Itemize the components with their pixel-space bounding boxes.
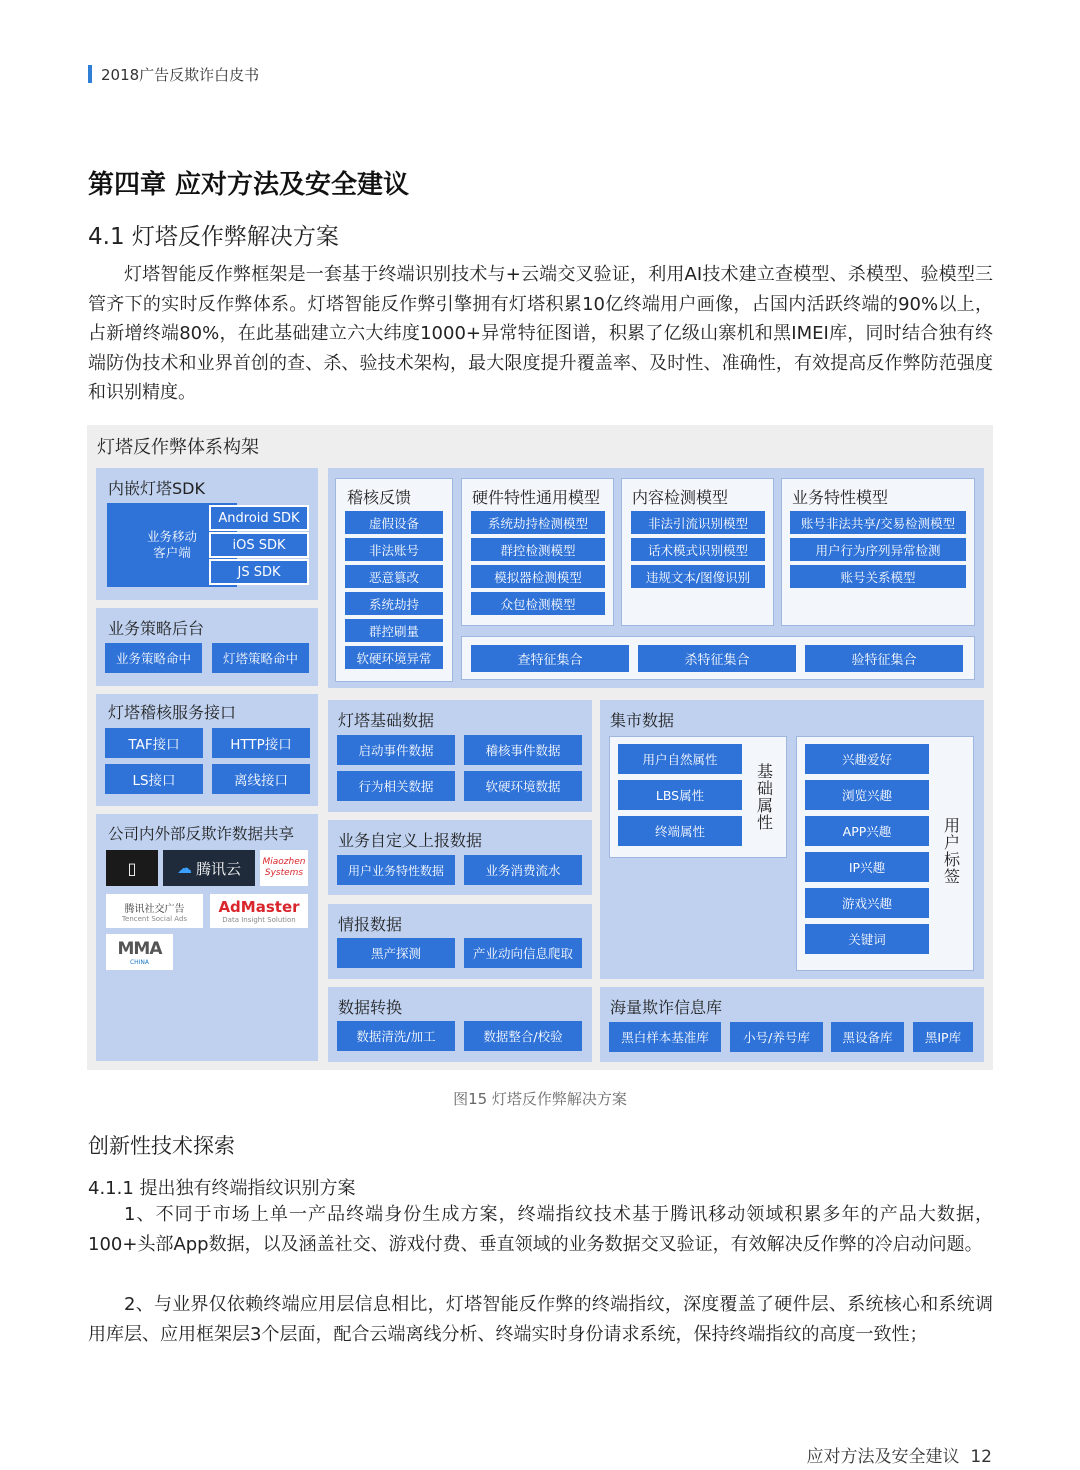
paragraph-1: 1、不同于市场上单一产品终端身份生成方案，终端指纹技术基于腾讯移动领域积累多年的产品大数据，100+头部App数据，以及涵盖社交、游戏付费、垂直领域的业务数据交叉验证，有效解决反作弊的冷启动问题。 — [88, 1204, 993, 1255]
page-footer — [807, 1442, 992, 1467]
fraud-db-item: 黑设备库 — [831, 1022, 904, 1052]
user-tag-item: 关键词 — [805, 924, 929, 954]
cloud-icon: ☁ — [176, 859, 192, 877]
custom-item: 用户业务特性数据 — [337, 855, 455, 885]
strategy-title: 业务策略后台 — [108, 619, 205, 638]
models-panel — [328, 468, 984, 688]
feature-set-item: 查特征集合 — [471, 645, 629, 672]
intel-item: 产业动向信息爬取 — [464, 938, 582, 968]
audit-item: 虚假设备 — [345, 511, 443, 534]
fraud-db-title: 海量欺诈信息库 — [610, 998, 723, 1017]
api-item: TAF接口 — [105, 728, 203, 758]
custom-item: 业务消费流水 — [464, 855, 582, 885]
audit-item: 系统劫持 — [345, 592, 443, 615]
miaozhen-logo: Miaozhen Systems — [260, 850, 308, 886]
convert-item: 数据整合/校验 — [464, 1021, 582, 1051]
business-item: 账号非法共享/交易检测模型 — [790, 511, 966, 534]
base-data-title: 灯塔基础数据 — [338, 711, 435, 730]
base-data-item: 行为相关数据 — [337, 771, 455, 801]
strategy-item: 业务策略命中 — [105, 643, 202, 673]
explore-title: 创新性技术探索 — [88, 1134, 235, 1158]
base-attr-label: 基础属性 — [756, 762, 773, 832]
fraud-db-item: 黑白样本基准库 — [609, 1022, 721, 1052]
api-item: LS接口 — [105, 764, 203, 794]
convert-title: 数据转换 — [338, 998, 403, 1017]
hardware-item: 群控检测模型 — [471, 538, 605, 561]
android-sdk: Android SDK — [209, 505, 309, 531]
audit-item: 恶意篡改 — [345, 565, 443, 588]
ios-sdk: iOS SDK — [209, 532, 309, 558]
user-tag-item: 游戏兴趣 — [805, 888, 929, 918]
market-title: 集市数据 — [610, 711, 675, 730]
hardware-model-box — [461, 478, 614, 626]
custom-title: 业务自定义上报数据 — [338, 831, 483, 850]
base-data-item: 软硬环境数据 — [464, 771, 582, 801]
intel-panel — [328, 904, 592, 979]
business-title: 业务特性模型 — [792, 488, 889, 507]
figure-caption: 图15 灯塔反作弊解决方案 — [453, 1090, 627, 1108]
chapter-title: 第四章 应对方法及安全建议 — [88, 170, 410, 200]
intel-item: 黑产探测 — [337, 938, 455, 968]
user-tag-box — [796, 736, 974, 971]
user-tag-item: IP兴趣 — [805, 852, 929, 882]
header-title: 2018广告反欺诈白皮书 — [101, 65, 260, 84]
audit-title: 稽核反馈 — [347, 488, 412, 507]
content-item: 违规文本/图像识别 — [631, 565, 765, 588]
business-model-box — [781, 478, 975, 626]
strategy-item: 灯塔策略命中 — [212, 643, 309, 673]
api-item: HTTP接口 — [212, 728, 310, 758]
hardware-item: 系统劫持检测模型 — [471, 511, 605, 534]
feature-set-item: 验特征集合 — [805, 645, 963, 672]
running-header — [88, 64, 259, 84]
feature-set-item: 杀特征集合 — [638, 645, 796, 672]
market-panel — [600, 700, 984, 979]
tencent-bureau-logo: ▯ — [106, 850, 158, 886]
footer-text: 应对方法及安全建议 — [806, 1447, 960, 1467]
mma-logo: MMA CHINA — [106, 934, 173, 970]
api-panel — [96, 694, 318, 806]
fraud-db-item: 黑IP库 — [913, 1022, 973, 1052]
hardware-item: 模拟器检测模型 — [471, 565, 605, 588]
user-tag-label: 用户标签 — [943, 816, 960, 886]
api-title: 灯塔稽核服务接口 — [108, 703, 237, 722]
share-title: 公司内外部反欺诈数据共享 — [108, 825, 295, 843]
user-tag-item: 浏览兴趣 — [805, 780, 929, 810]
content-item: 非法引流识别模型 — [631, 511, 765, 534]
audit-box — [335, 478, 453, 682]
content-item: 话术模式识别模型 — [631, 538, 765, 561]
audit-item: 群控刷量 — [345, 619, 443, 642]
mobile-client-box: 业务移动 客户端 — [107, 503, 237, 587]
section-title: 4.1 灯塔反作弊解决方案 — [88, 224, 339, 250]
base-data-item: 稽核事件数据 — [464, 735, 582, 765]
js-sdk: JS SDK — [209, 559, 309, 585]
strategy-panel — [96, 608, 318, 686]
base-attr-item: LBS属性 — [618, 780, 742, 810]
base-attr-box — [609, 736, 787, 858]
hardware-item: 众包检测模型 — [471, 592, 605, 615]
intel-title: 情报数据 — [338, 915, 403, 934]
convert-panel — [328, 987, 592, 1062]
business-item: 用户行为序列异常检测 — [790, 538, 966, 561]
paragraph-2: 2、与业界仅依赖终端应用层信息相比，灯塔智能反作弊的终端指纹，深度覆盖了硬件层、系统核心和系统调用库层、应用框架层3个层面，配合云端离线分析、终端实时身份请求系统，保持终端指纹的高度一致性； — [88, 1294, 993, 1345]
architecture-diagram — [87, 425, 993, 1070]
base-data-panel — [328, 700, 592, 812]
hardware-title: 硬件特性通用模型 — [472, 488, 601, 507]
tencent-social-ads-logo: 腾讯社交广告 Tencent Social Ads — [106, 894, 203, 928]
audit-item: 非法账号 — [345, 538, 443, 561]
fraud-db-item: 小号/养号库 — [730, 1022, 823, 1052]
user-tag-item: 兴趣爱好 — [805, 744, 929, 774]
sdk-panel — [96, 468, 318, 600]
audit-item: 软硬环境异常 — [345, 646, 443, 669]
base-attr-item: 用户自然属性 — [618, 744, 742, 774]
admaster-logo: AdMaster Data Insight Solution — [210, 894, 308, 928]
base-attr-item: 终端属性 — [618, 816, 742, 846]
header-accent-bar — [88, 65, 92, 83]
sdk-title: 内嵌灯塔SDK — [108, 479, 205, 498]
content-model-box — [621, 478, 774, 626]
tencent-cloud-logo: ☁ 腾讯云 — [163, 850, 255, 886]
feature-set-box — [461, 636, 975, 680]
content-title: 内容检测模型 — [632, 488, 729, 507]
page-number: 12 — [970, 1447, 992, 1467]
fraud-db-panel — [600, 987, 984, 1062]
custom-report-panel — [328, 820, 592, 895]
diagram-title: 灯塔反作弊体系构架 — [97, 437, 259, 458]
convert-item: 数据清洗/加工 — [337, 1021, 455, 1051]
subsection-title: 4.1.1 提出独有终端指纹识别方案 — [88, 1178, 356, 1199]
business-item: 账号关系模型 — [790, 565, 966, 588]
user-tag-item: APP兴趣 — [805, 816, 929, 846]
intro-paragraph: 灯塔智能反作弊框架是一套基于终端识别技术与+云端交叉验证，利用AI技术建立查模型、杀模型、验模型三管齐下的实时反作弊体系。灯塔智能反作弊引擎拥有灯塔积累10亿终端用户画像，占国内活跃终端的90%以上，占新增终端80%，在此基础建立六大纬度1000+异常特征图谱，积累了亿级山寨机和黑IMEI库，同时结合独有终端防伪技术和业界首创的查、杀、验技术架构，最大限度提升覆盖率、及时性、准确性，有效提高反作弊防范强度和识别精度。 — [88, 264, 993, 403]
base-data-item: 启动事件数据 — [337, 735, 455, 765]
api-item: 离线接口 — [212, 764, 310, 794]
data-share-panel — [96, 814, 318, 1061]
